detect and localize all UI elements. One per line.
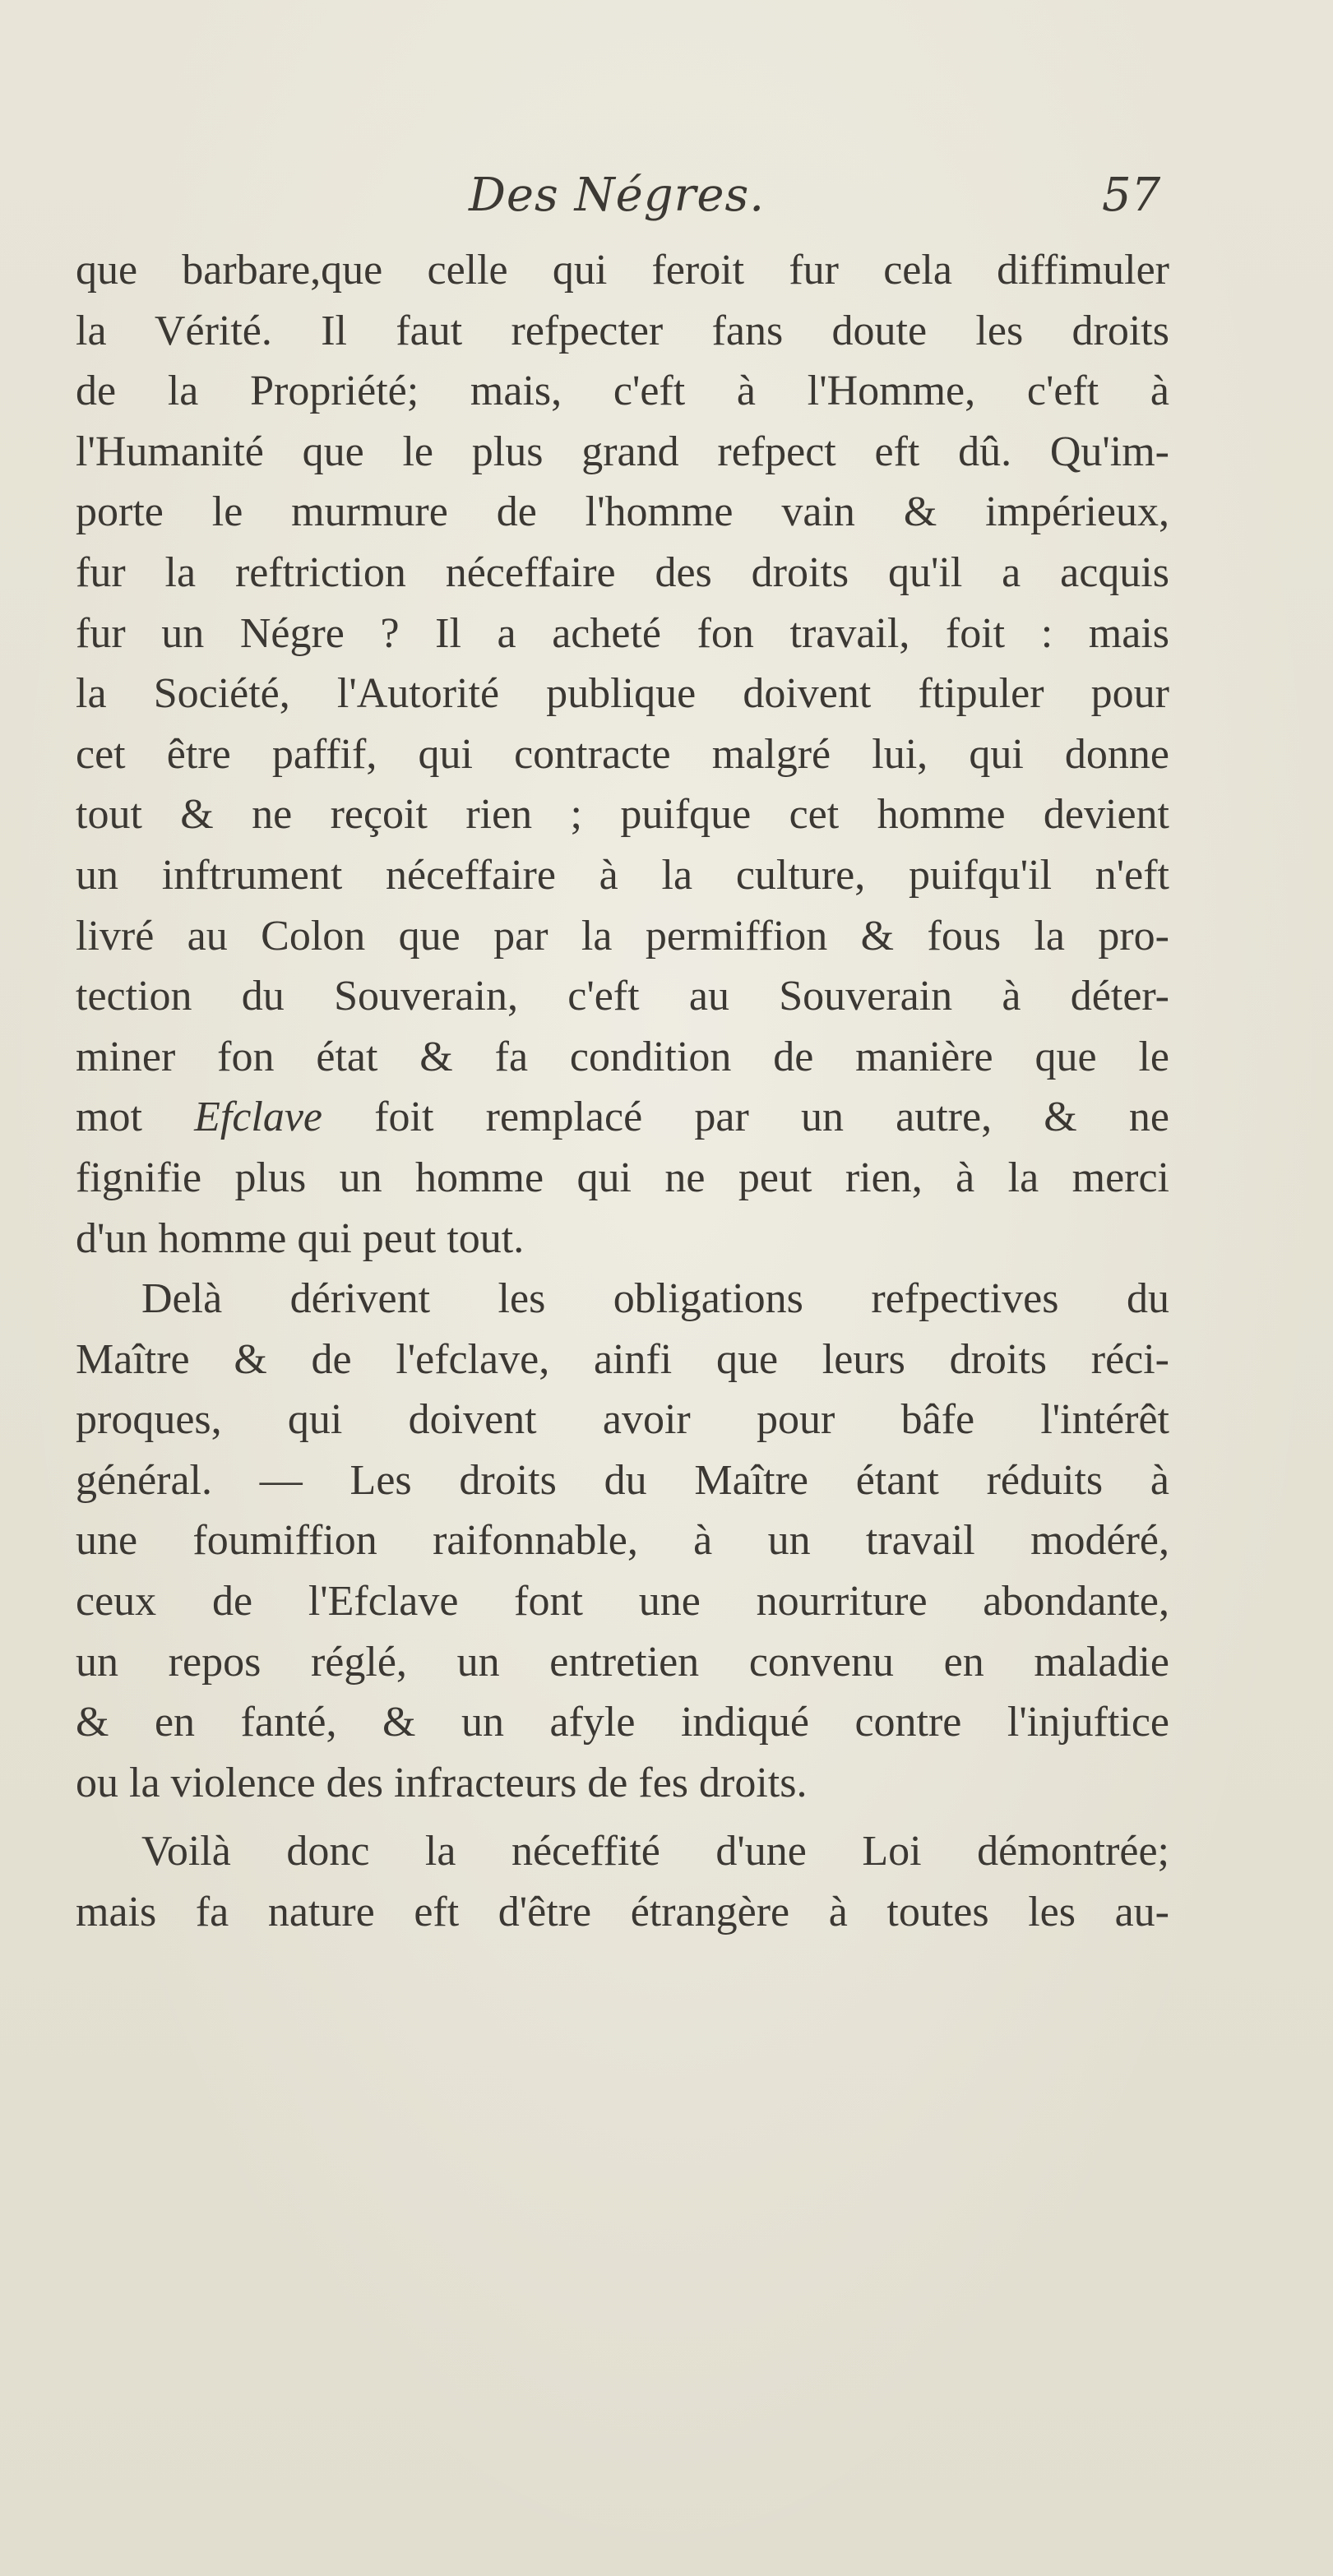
text-line: & en fanté, & un afyle indiqué contre l'injuftice bbox=[76, 1699, 1169, 1746]
text-line: cet être paffif, qui contracte malgré lui, qui donne bbox=[76, 730, 1169, 778]
text-line: de la Propriété; mais, c'eft à l'Homme, c'eft à bbox=[76, 368, 1169, 415]
text-line: un inftrument néceffaire à la culture, puifqu'il n'eft bbox=[76, 851, 1169, 899]
running-head bbox=[0, 169, 1333, 234]
text-line: fur la reftriction néceffaire des droits qu'il a acquis bbox=[76, 548, 1169, 596]
body-text bbox=[76, 240, 1169, 1943]
text-line: une foumiffion raifonnable, à un travail modéré, bbox=[76, 1517, 1169, 1565]
text-line: l'Humanité que le plus grand refpect eft dû. Qu'im- bbox=[76, 428, 1169, 475]
text-line: porte le murmure de l'homme vain & impérieux, bbox=[76, 488, 1169, 536]
paragraph-first-line: Delà dérivent les obligations refpectives du bbox=[141, 1275, 1169, 1323]
text-line: ou la violence des infracteurs de fes droits. bbox=[76, 1759, 808, 1806]
text-line: un repos réglé, un entretien convenu en maladie bbox=[76, 1638, 1169, 1686]
text-line: que barbare,que celle qui feroit fur cela diffimuler bbox=[76, 247, 1169, 294]
text-fragment: foit remplacé par un autre, & ne bbox=[374, 1094, 1170, 1141]
text-line: livré au Colon que par la permiffion & fous la pro- bbox=[76, 912, 1169, 960]
text-fragment: mot bbox=[76, 1094, 142, 1141]
text-line: fur un Négre ? Il a acheté fon travail, foit : mais bbox=[76, 609, 1169, 657]
text-line: fignifie plus un homme qui ne peut rien, à la merci bbox=[76, 1154, 1169, 1201]
paragraph-first-line: Voilà donc la néceffité d'une Loi démontrée; bbox=[141, 1828, 1169, 1875]
page-number: 57 bbox=[1102, 169, 1161, 222]
text-line: tout & ne reçoit rien ; puifque cet homme devient bbox=[76, 791, 1169, 839]
text-line: proques, qui doivent avoir pour bâfe l'intérêt bbox=[76, 1396, 1169, 1444]
text-line-with-emphasis bbox=[76, 1087, 1169, 1148]
text-line: d'un homme qui peut tout. bbox=[76, 1214, 525, 1262]
text-line: Maître & de l'efclave, ainfi que leurs droits réci- bbox=[76, 1335, 1169, 1383]
text-line: ceux de l'Efclave font une nourriture abondante, bbox=[76, 1578, 1169, 1626]
running-title: Des Négres. bbox=[469, 169, 766, 222]
text-line: miner fon état & fa condition de manière que le bbox=[76, 1033, 1169, 1080]
text-line: tection du Souverain, c'eft au Souverain à déter- bbox=[76, 973, 1169, 1020]
text-line: la Vérité. Il faut refpecter fans doute les droits bbox=[76, 307, 1169, 354]
text-line: mais fa nature eft d'être étrangère à toutes les au- bbox=[76, 1889, 1169, 1936]
text-line: général. — Les droits du Maître étant réduits à bbox=[76, 1456, 1169, 1504]
emphasized-word: Efclave bbox=[194, 1094, 323, 1141]
text-line: la Société, l'Autorité publique doivent ftipuler pour bbox=[76, 670, 1169, 718]
